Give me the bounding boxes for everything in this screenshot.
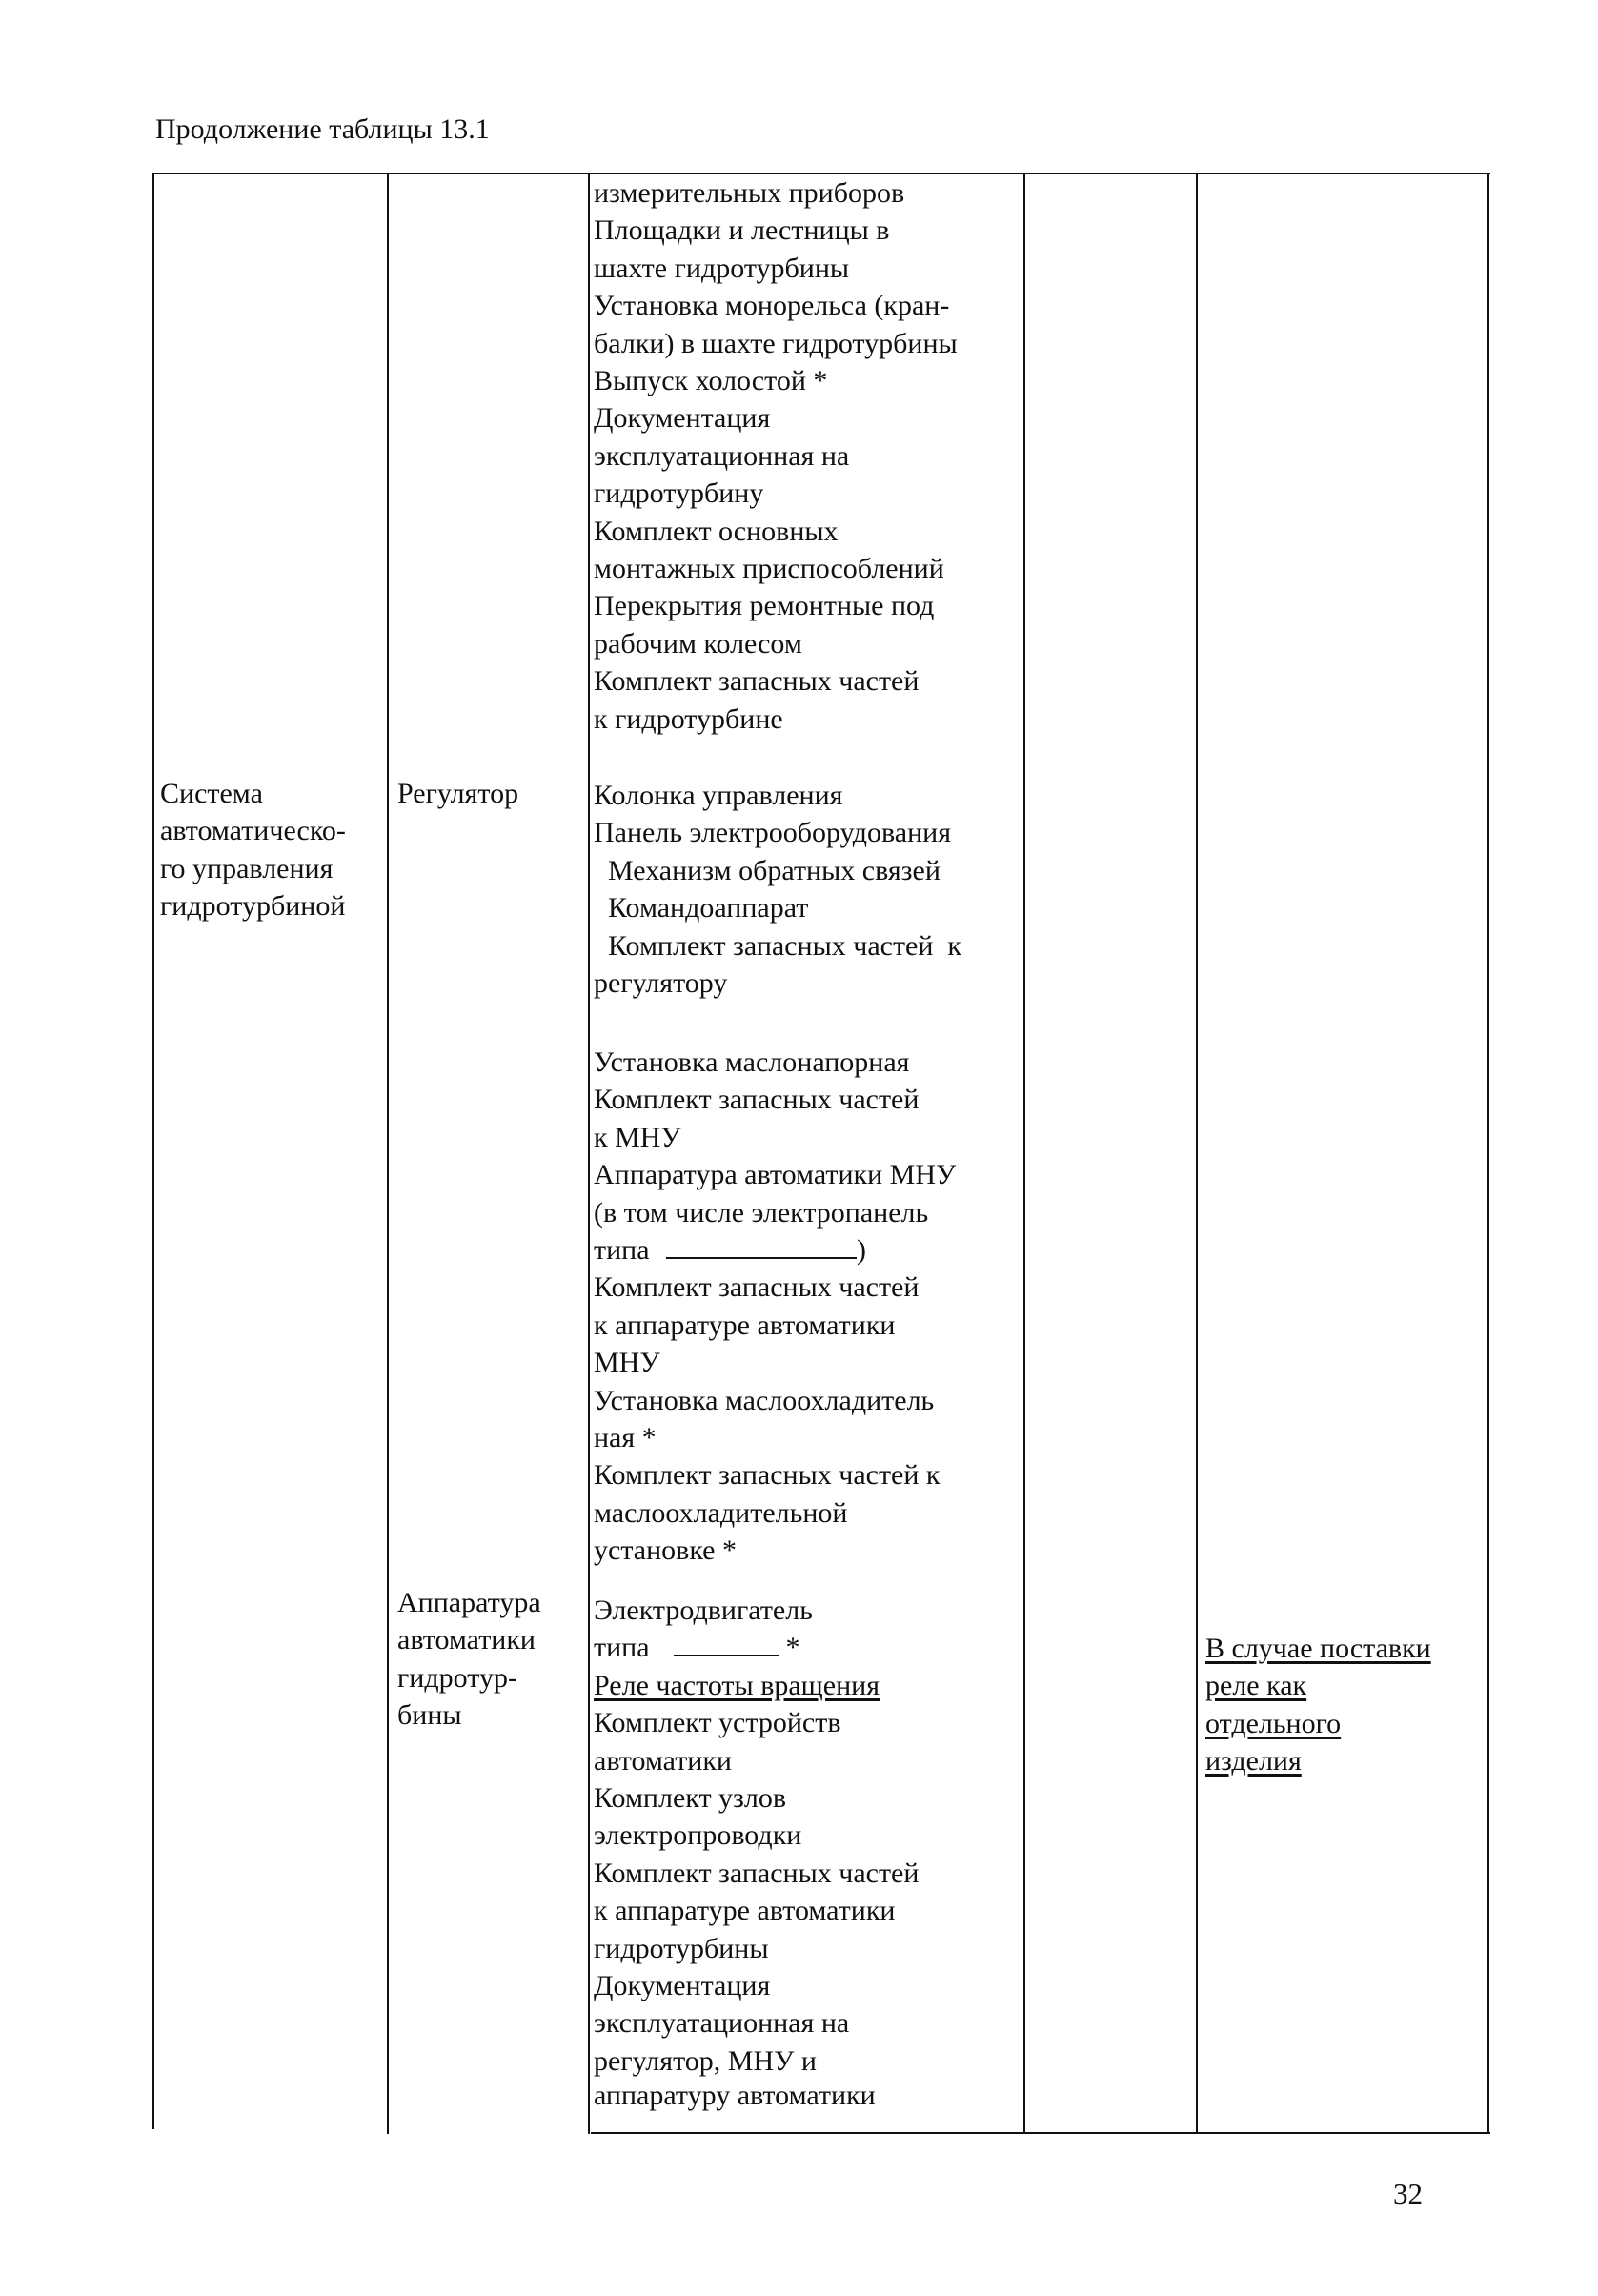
list-item: автоматики [594, 1744, 732, 1777]
list-item: рабочим колесом [594, 627, 802, 660]
table-bottom-border [591, 2132, 1490, 2134]
list-item-type-line [594, 1629, 919, 1666]
automation-cell [397, 1584, 541, 1735]
regulator-cell [397, 775, 518, 812]
list-item: к аппаратуре автоматики [594, 1309, 896, 1341]
list-item: Комплект запасных частей к [594, 1459, 941, 1492]
list-item: измерительных приборов [594, 177, 905, 209]
list-item: Установка монорельса (кран- [594, 290, 950, 322]
page-number: 32 [1393, 2177, 1423, 2210]
list-item: Установка маслонапорная [594, 1046, 910, 1078]
blank-fill-line [674, 1630, 779, 1656]
list-item: гидротурбины [594, 1932, 769, 1964]
table-caption: Продолжение таблицы 13.1 [155, 113, 490, 145]
list-item: ная * [594, 1422, 657, 1454]
list-item: электропроводки [594, 1819, 802, 1852]
list-item: Колонка управления [594, 780, 843, 811]
list-item: Перекрытия ремонтные под [594, 590, 935, 622]
col4-left-border [1023, 173, 1025, 2134]
list-item: Электродвигатель [594, 1595, 813, 1626]
automation-label-line: бины [397, 1699, 462, 1732]
list-item: регулятор, МНУ и [594, 2044, 817, 2077]
list-item: гидротурбину [594, 477, 764, 510]
list-item: Комплект основных [594, 515, 839, 547]
list-item: к аппаратуре автоматики [594, 1895, 896, 1927]
delivery-note-line: изделия [1205, 1745, 1302, 1778]
list-item-type-line [594, 1231, 956, 1269]
col1-left-border [152, 173, 154, 2129]
list-item: (в том числе электропанель [594, 1196, 929, 1229]
delivery-note-line: отдельного [1205, 1707, 1342, 1739]
turbine-equipment-list [594, 174, 958, 738]
list-item: балки) в шахте гидротурбины [594, 327, 958, 359]
automation-equipment-list [594, 1592, 919, 2111]
mnu-equipment-list [594, 1044, 956, 1570]
list-item: Механизм обратных связей [594, 854, 941, 886]
list-item: Комплект запасных частей [594, 1271, 920, 1304]
list-item: Аппаратура автоматики МНУ [594, 1159, 957, 1191]
delivery-note-cell [1205, 1630, 1431, 1780]
list-item: к гидротурбине [594, 702, 783, 735]
list-item: Установка маслоохладитель [594, 1384, 935, 1416]
type-suffix: ) [857, 1234, 867, 1267]
list-item-relay: Реле частоты вращения [594, 1669, 880, 1701]
list-item: монтажных приспособлений [594, 553, 944, 585]
list-item: Комплект узлов [594, 1782, 787, 1815]
list-item: шахте гидротурбины [594, 252, 850, 284]
regulator-label: Регулятор [397, 778, 519, 809]
list-item: установке * [594, 1534, 737, 1567]
list-item: Комплект запасных частей [594, 665, 920, 698]
type-prefix: типа [594, 1234, 650, 1267]
list-item: Выпуск холостой * [594, 365, 828, 397]
col2-left-border [387, 173, 389, 2134]
system-name-line: Система [160, 778, 263, 809]
system-name-line: гидротурбиной [160, 890, 346, 923]
list-item: Командоаппарат [594, 892, 809, 924]
automation-label-line: автоматики [397, 1624, 536, 1656]
list-item: эксплуатационная на [594, 2007, 850, 2040]
list-item: Площадки и лестницы в [594, 214, 890, 247]
list-item: Документация [594, 1970, 771, 2002]
list-item: к МНУ [594, 1121, 681, 1153]
list-item: Документация [594, 402, 771, 435]
regulator-equipment-list [594, 777, 961, 1002]
system-name-cell [160, 775, 346, 925]
type-prefix: типа [594, 1632, 650, 1664]
type-suffix: * [785, 1632, 800, 1664]
list-item: регулятору [594, 967, 728, 1000]
delivery-note-line: реле как [1205, 1670, 1307, 1702]
list-item: Комплект запасных частей к [594, 929, 962, 962]
list-item: аппаратуру автоматики [594, 2080, 876, 2112]
col5-left-border [1196, 173, 1198, 2134]
automation-label-line: Аппаратура [397, 1587, 541, 1618]
delivery-note-line: В случае поставки [1205, 1633, 1431, 1664]
system-name-line: го управления [160, 852, 334, 884]
list-item: Комплект запасных частей [594, 1857, 920, 1889]
list-item: Панель электрооборудования [594, 817, 952, 849]
list-item: Комплект запасных частей [594, 1084, 920, 1116]
blank-fill-line [666, 1232, 857, 1259]
table-right-border [1487, 173, 1489, 2134]
system-name-line: автоматическо- [160, 815, 346, 847]
col3-left-border [588, 173, 590, 2134]
list-item: маслоохладительной [594, 1496, 848, 1529]
list-item: МНУ [594, 1347, 660, 1379]
automation-label-line: гидротур- [397, 1661, 517, 1694]
list-item: Комплект устройств [594, 1707, 841, 1739]
list-item: эксплуатационная на [594, 439, 850, 472]
